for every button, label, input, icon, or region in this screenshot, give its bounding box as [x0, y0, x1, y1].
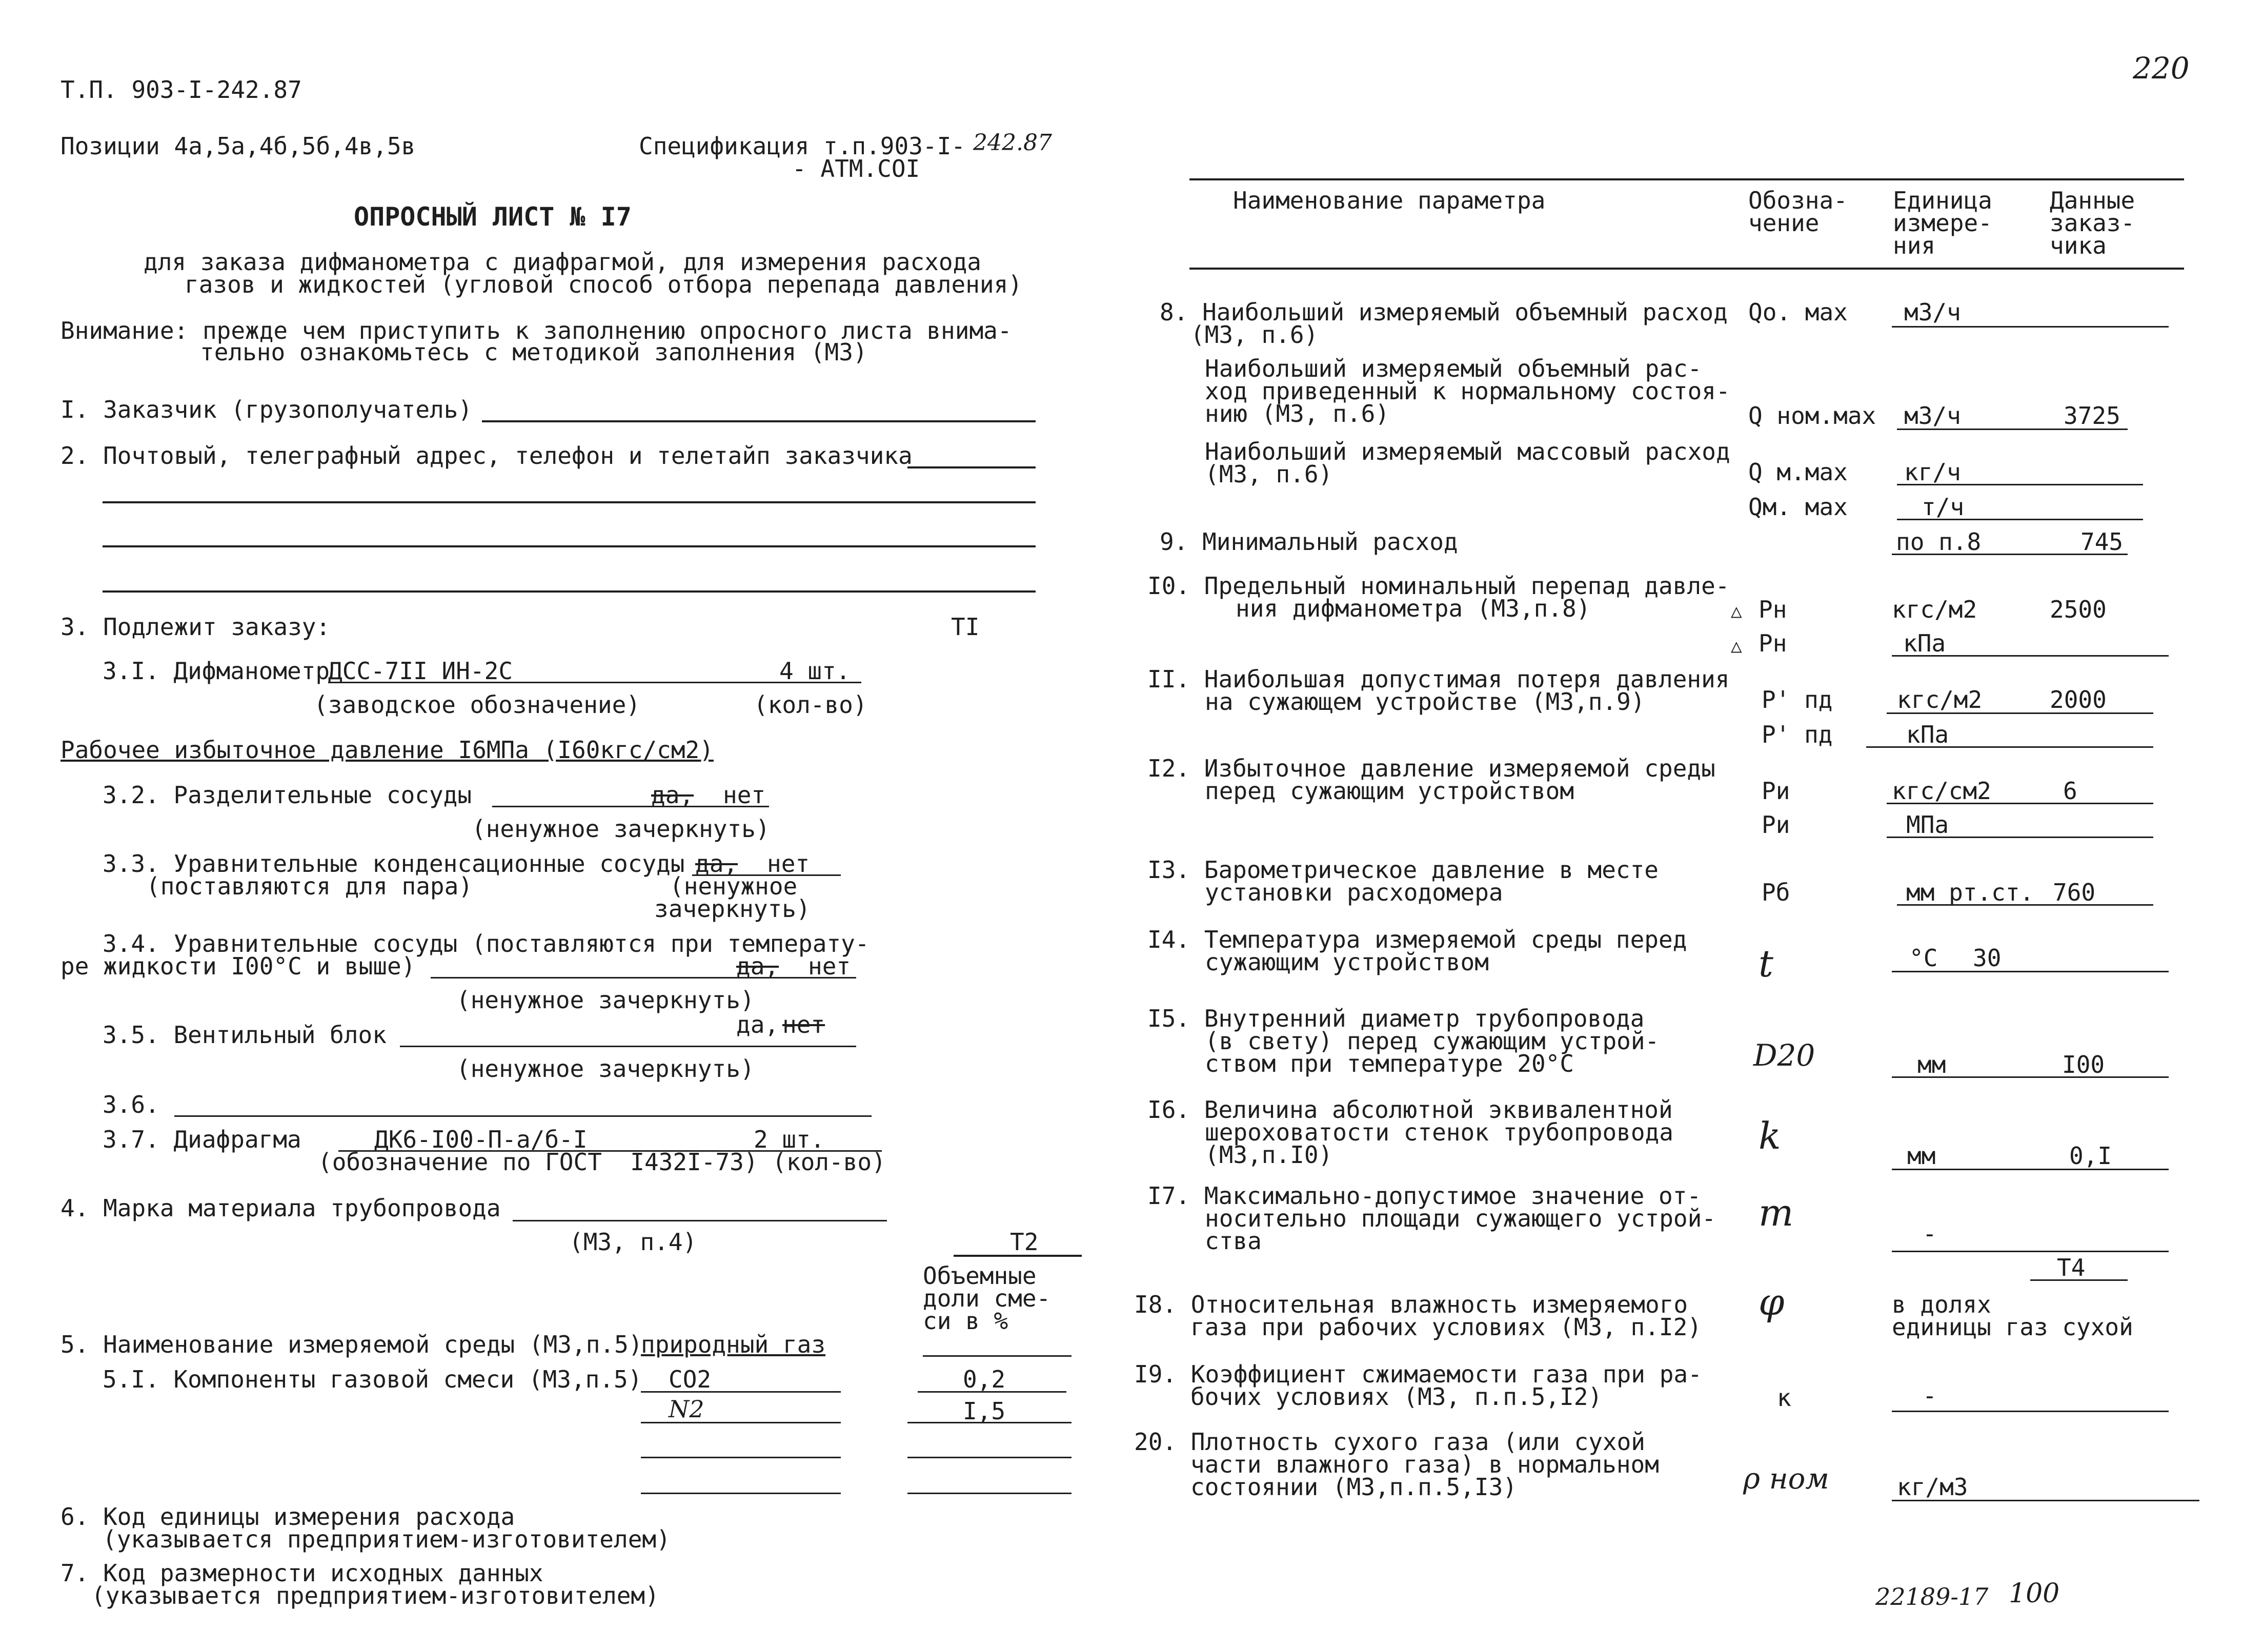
row-11-line-2: на сужающем устройстве (МЗ,п.9): [1205, 688, 1645, 716]
row-8-unit: м3/ч: [1904, 298, 1961, 326]
row-15-unit: мм: [1917, 1051, 1946, 1078]
component-3-line: [641, 1457, 841, 1458]
row-9-label: 9. Минимальный расход: [1160, 528, 1458, 556]
item-3-3-caption-1: (ненужное: [670, 872, 798, 900]
row-13-value: 760: [2053, 879, 2096, 906]
row-13-symbol: Рб: [1762, 879, 1790, 906]
row-12-line: [1887, 803, 2153, 804]
table-top-border: [1189, 178, 2184, 180]
component-1-value: 0,2: [963, 1365, 1006, 1393]
row-20-line-1: 20. Плотность сухого газа (или сухой: [1134, 1428, 1645, 1456]
row-10-unit: кгс/м2: [1892, 596, 1977, 623]
item-3-3-sub: (поставляются для пара): [146, 872, 473, 900]
row-19-line-1: I9. Коэффициент сжимаемости газа при ра-: [1134, 1360, 1702, 1388]
t4-underline: [2030, 1279, 2128, 1281]
row-20-line-2: части влажного газа) в нормальном: [1190, 1451, 1659, 1478]
row-20-unit: кг/м3: [1897, 1473, 1968, 1501]
row-13-unit: мм рт.ст.: [1906, 879, 2034, 906]
component-1-line: [641, 1391, 841, 1393]
row-11b-line: [1866, 746, 2153, 748]
row-9-line: [1892, 554, 2128, 555]
item-3-3-caption-2: зачеркнуть): [654, 895, 811, 923]
component-2-line: [641, 1422, 841, 1423]
row-14-line-1: I4. Температура измеряемой среды перед: [1147, 926, 1687, 953]
row-15-line-1: I5. Внутренний диаметр трубопровода: [1147, 1005, 1645, 1032]
address-fill-line-1: [907, 466, 1036, 468]
row-10-symbol: Рн: [1759, 596, 1787, 623]
footer-stamp-number: 100: [2009, 1578, 2060, 1609]
sheet-title: ОПРОСНЫЙ ЛИСТ № I7: [354, 202, 632, 232]
row-8d-symbol: Qм. мах: [1748, 493, 1848, 521]
vol-header-2: доли сме-: [923, 1284, 1051, 1312]
row-17-unit: -: [1923, 1220, 1937, 1248]
item-3-5-fill-line: [400, 1046, 856, 1047]
table-header-unit-1: Единица: [1893, 187, 1992, 214]
attention-line-1: Внимание: прежде чем приступить к заполнению опросного листа внима-: [60, 317, 1012, 344]
row-17-symbol: m: [1759, 1191, 1794, 1234]
row-18-unit-1: в долях: [1892, 1291, 1991, 1318]
component-2-value: I,5: [963, 1397, 1006, 1425]
row-8d-unit: т/ч: [1922, 493, 1965, 521]
row-8-symbol: Qо. мах: [1748, 298, 1848, 326]
vol-header-3: си в %: [923, 1307, 1008, 1335]
row-9-value: 745: [2080, 528, 2124, 556]
row-10-value: 2500: [2050, 596, 2107, 623]
item-3-code: TI: [951, 613, 980, 641]
row-10-line-2: ния дифманометра (МЗ,п.8): [1236, 595, 1591, 622]
row-18-symbol: φ: [1759, 1280, 1785, 1323]
row-8b-symbol: Q ном.мах: [1748, 402, 1876, 430]
item-5-1-label: 5.I. Компоненты газовой смеси (МЗ,п.5): [103, 1365, 642, 1393]
item-3-3-label: 3.3. Уравнительные конденсационные сосуды: [103, 850, 685, 878]
row-12-symbol: Ри: [1762, 777, 1790, 805]
item-3-1-fill-line: [328, 682, 861, 683]
row-8b-unit: м3/ч: [1904, 402, 1961, 430]
item-3-7-value: ДК6-I00-П-а/б-I: [374, 1126, 588, 1153]
table-header-data-2: заказ-: [2050, 209, 2135, 237]
item-3-1-label: 3.I. Дифманометр: [103, 657, 330, 685]
row-15-value: I00: [2062, 1051, 2105, 1078]
row-18-line-2: газа при рабочих условиях (МЗ, п.I2): [1190, 1313, 1702, 1341]
footer-stamp: 22189-17: [1875, 1583, 1989, 1610]
row-16-line-2: шероховатости стенок трубопровода: [1205, 1118, 1673, 1146]
item-3-6-fill-line: [174, 1115, 872, 1117]
item-3-7-label: 3.7. Диафрагма: [103, 1126, 301, 1153]
item-3-4-no: нет: [808, 952, 851, 980]
item-3-4-caption: (ненужное зачеркнуть): [456, 986, 755, 1014]
row-11-symbol: Р' пд: [1762, 686, 1833, 713]
component-4-value-line: [907, 1493, 1072, 1494]
row-8d-line: [1897, 519, 2143, 520]
row-8b-line-3: нию (МЗ, п.6): [1205, 400, 1390, 427]
item-4-material: 4. Марка материала трубопровода: [60, 1194, 501, 1222]
item-3-7-caption: (обозначение по ГОСТ I432I-73) (кол-во): [318, 1148, 886, 1176]
row-20-symbol: ρ ном: [1743, 1462, 1829, 1496]
spec-line-1: Спецификация т.п.903-I-: [639, 132, 965, 160]
table-header-unit-2: измере-: [1893, 209, 1992, 237]
row-11-line-1: II. Наибольшая допустимая потеря давления: [1147, 665, 1730, 693]
row-14-line-2: сужающим устройством: [1205, 948, 1489, 976]
row-16-unit: мм: [1907, 1142, 1936, 1170]
item-6-line-1: 6. Код единицы измерения расхода: [60, 1503, 515, 1531]
item-3-2-no: нет: [723, 781, 766, 809]
row-16-value: 0,I: [2069, 1142, 2112, 1170]
row-17-line: [1892, 1251, 2169, 1252]
component-1-name: СО2: [669, 1365, 712, 1393]
row-19-line-2: бочих условиях (МЗ, п.п.5,I2): [1190, 1383, 1603, 1411]
row-12b-line: [1887, 837, 2153, 838]
row-10b-unit: кПа: [1903, 629, 1946, 657]
table-header-data-1: Данные: [2050, 187, 2135, 214]
row-9-unit: по п.8: [1896, 528, 1982, 556]
spec-line-2: - АТМ.СОI: [792, 155, 920, 182]
delta-icon: △: [1731, 601, 1742, 622]
row-12-value: 6: [2063, 777, 2077, 805]
row-11b-unit: кПа: [1906, 721, 1949, 748]
row-11b-symbol: Р' пд: [1762, 721, 1833, 748]
item-3-1-caption-left: (заводское обозначение): [314, 691, 640, 719]
row-8-line-1: 8. Наибольший измеряемый объемный расход: [1160, 298, 1728, 326]
page-number: 220: [2133, 51, 2190, 86]
row-12b-symbol: Ри: [1762, 811, 1790, 839]
t4-code: Т4: [2057, 1254, 2086, 1281]
item-5-label: 5. Наименование измеряемой среды (МЗ,п.5): [60, 1331, 643, 1358]
delta-icon: △: [1731, 636, 1742, 657]
row-16-line: [1892, 1169, 2169, 1170]
component-3-value-line: [907, 1457, 1072, 1458]
row-11-unit: кгс/м2: [1897, 686, 1983, 713]
row-13-line-1: I3. Барометрическое давление в месте: [1147, 856, 1659, 884]
item-3-2-yes: да,: [651, 781, 694, 809]
row-12-unit: кгс/см2: [1892, 777, 1991, 805]
table-header-designation-2: чение: [1748, 209, 1820, 237]
row-8c-line-1: Наибольший измеряемый массовый расход: [1205, 438, 1730, 465]
component-2-name: N2: [669, 1395, 704, 1423]
row-18-unit-2: единицы газ сухой: [1892, 1313, 2133, 1341]
row-12b-unit: МПа: [1906, 811, 1949, 839]
item-4-ref: (МЗ, п.4): [569, 1228, 697, 1256]
item-3-5-no: нет: [782, 1011, 825, 1038]
table-header-data-3: чика: [2050, 232, 2107, 259]
item-3-order: 3. Подлежит заказу:: [60, 613, 331, 641]
row-20-line: [1892, 1500, 2199, 1501]
row-8-line: [1892, 326, 2169, 328]
row-19-unit: -: [1923, 1382, 1937, 1410]
row-16-line-1: I6. Величина абсолютной эквивалентной: [1147, 1096, 1673, 1124]
item-3-5-caption: (ненужное зачеркнуть): [456, 1055, 755, 1083]
component-2-value-line: [907, 1422, 1072, 1423]
address-fill-line-4: [103, 590, 1036, 593]
row-8c-line-2: (МЗ, п.6): [1205, 460, 1333, 488]
item-3-6-label: 3.6.: [103, 1091, 159, 1118]
row-8-line-2: (МЗ, п.6): [1190, 321, 1319, 349]
row-19-line: [1892, 1411, 2169, 1412]
item-3-4-yes: да,: [736, 952, 779, 980]
table-header-border: [1189, 268, 2184, 270]
working-pressure: Рабочее избыточное давление I6МПа (I60кгс/см2): [60, 736, 714, 764]
item-3-5-label: 3.5. Вентильный блок: [103, 1021, 387, 1049]
item-2-address: 2. Почтовый, телеграфный адрес, телефон и телетайп заказчика: [60, 442, 913, 470]
item-6-line-2: (указывается предприятием-изготовителем): [103, 1525, 671, 1553]
row-13-line: [1897, 904, 2153, 906]
row-10b-line: [1892, 655, 2169, 657]
customer-fill-line: [482, 420, 1036, 422]
item-5-value: природный газ: [641, 1331, 826, 1358]
row-15-line-2: (в свету) перед сужающим устрой-: [1205, 1027, 1660, 1055]
item-3-3-yes: да,: [695, 850, 738, 878]
row-11-line: [1887, 712, 2153, 714]
row-8b-line-2: ход приведенный к нормальному состоя-: [1205, 377, 1730, 405]
row-17-line-2: носительно площади сужающего устрой-: [1205, 1205, 1716, 1232]
subtitle-line-1: для заказа дифманометра с диафрагмой, для измерения расхода: [144, 248, 981, 276]
row-8c-line: [1897, 484, 2143, 485]
t2-underline: [954, 1255, 1082, 1257]
item-7-line-2: (указывается предприятием-изготовителем): [91, 1582, 659, 1609]
item-3-1-caption-right: (кол-во): [754, 691, 867, 719]
address-fill-line-3: [103, 545, 1036, 547]
item-3-7-qty: 2 шт.: [754, 1126, 825, 1153]
item-3-4-line-1: 3.4. Уравнительные сосуды (поставляются при температу-: [103, 930, 870, 957]
item-3-1-qty: 4 шт.: [779, 657, 851, 685]
row-17-line-1: I7. Максимально-допустимое значение от-: [1147, 1182, 1702, 1210]
item-3-3-no: нет: [767, 850, 810, 878]
attention-line-2: тельно ознакомьтесь с методикой заполнения (МЗ): [200, 338, 867, 366]
row-8b-value: 3725: [2064, 402, 2120, 430]
table-header-designation-1: Обозна-: [1748, 187, 1848, 214]
t2-code: Т2: [1010, 1228, 1039, 1256]
row-12-line-2: перед сужающим устройством: [1205, 777, 1574, 805]
row-20-line-3: состоянии (МЗ,п.п.5,I3): [1190, 1473, 1517, 1501]
item-3-2-caption: (ненужное зачеркнуть): [472, 815, 770, 843]
component-1-value-line: [918, 1391, 1066, 1393]
row-14-line: [1892, 971, 2169, 972]
address-fill-line-2: [103, 501, 1036, 503]
doc-code: Т.П. 903-I-242.87: [60, 76, 302, 104]
row-10b-symbol: Рн: [1759, 629, 1787, 657]
row-14-unit: °С: [1909, 944, 1938, 972]
row-18-line-1: I8. Относительная влажность измеряемого: [1134, 1291, 1688, 1318]
item-1-customer: I. Заказчик (грузополучатель): [60, 396, 473, 423]
vol-header-line: [923, 1355, 1072, 1357]
row-12-line-1: I2. Избыточное давление измеряемой среды: [1147, 754, 1715, 782]
row-11-value: 2000: [2050, 686, 2107, 713]
row-8c-symbol: Q м.мах: [1748, 458, 1848, 486]
table-header-unit-3: ния: [1893, 232, 1936, 259]
row-17-line-3: ства: [1205, 1227, 1262, 1255]
item-7-line-1: 7. Код размерности исходных данных: [60, 1559, 543, 1587]
positions-line: Позиции 4а,5а,4б,5б,4в,5в: [60, 132, 416, 160]
vol-header-1: Объемные: [923, 1262, 1037, 1290]
row-16-line-3: (МЗ,п.I0): [1205, 1141, 1333, 1169]
component-4-line: [641, 1493, 841, 1494]
subtitle-line-2: газов и жидкостей (угловой способ отбора перепада давления): [185, 271, 1022, 298]
item-3-4-fill-line: [431, 977, 856, 978]
row-8c-unit: кг/ч: [1904, 458, 1961, 486]
row-14-symbol: t: [1759, 942, 1773, 985]
item-4-fill-line: [513, 1220, 887, 1221]
row-15-line: [1892, 1076, 2169, 1078]
item-3-1-value: ДСС-7II ИН-2С: [328, 657, 513, 685]
row-10-line-1: I0. Предельный номинальный перепад давле-: [1147, 572, 1730, 600]
row-13-line-2: установки расходомера: [1205, 879, 1503, 906]
table-header-name: Наименование параметра: [1233, 187, 1546, 214]
item-3-5-yes: да,: [736, 1011, 779, 1038]
row-8b-line-1: Наибольший измеряемый объемный рас-: [1205, 355, 1702, 382]
row-19-symbol: к: [1777, 1384, 1791, 1412]
row-14-value: 30: [1973, 944, 2002, 972]
row-8b-line: [1897, 429, 2128, 430]
row-15-line-3: ством при температуре 20°С: [1205, 1050, 1574, 1077]
item-3-2-label: 3.2. Разделительные сосуды: [103, 781, 472, 809]
row-16-symbol: k: [1759, 1114, 1781, 1157]
spec-handwritten-number: 242.87: [973, 130, 1052, 156]
row-15-symbol: D20: [1753, 1038, 1815, 1073]
item-3-4-line-2: ре жидкости I00°С и выше): [60, 952, 416, 980]
